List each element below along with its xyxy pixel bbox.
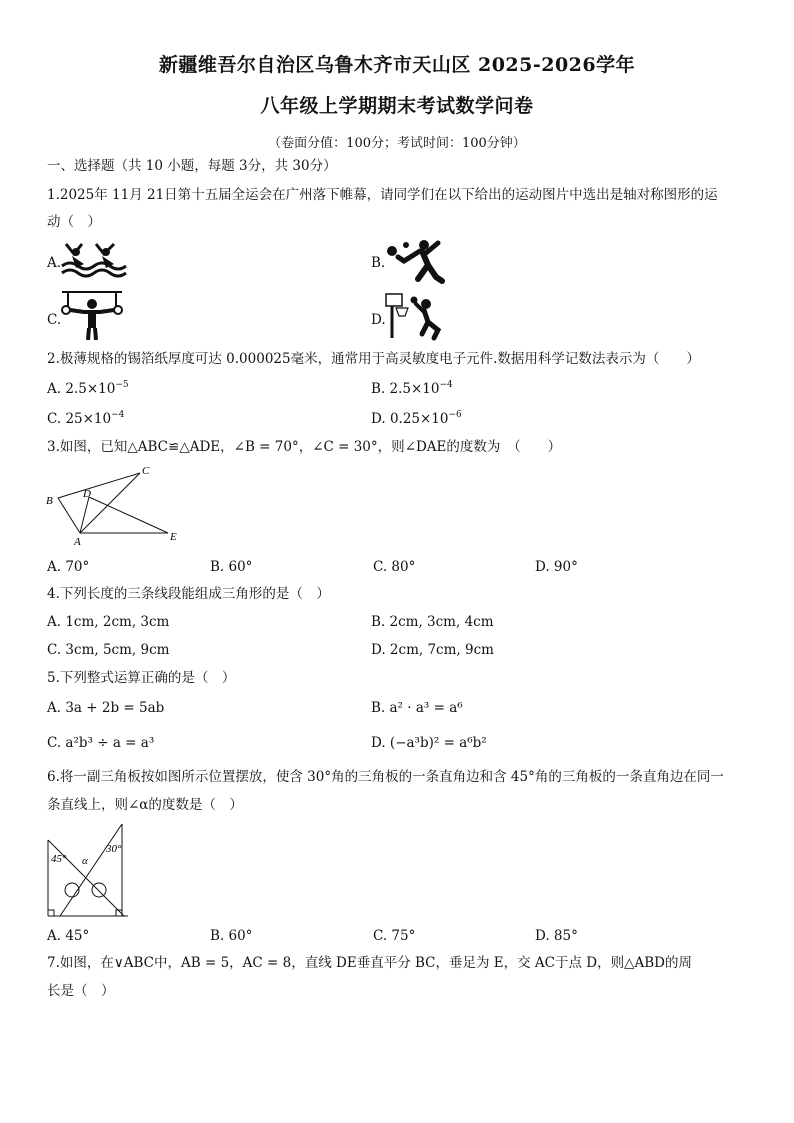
q1-option-d: D. [371, 312, 386, 328]
q3-label-e: E [170, 531, 177, 543]
exam-title-line1: 新疆维吾尔自治区乌鲁木齐市天山区 2025-2026学年 [158, 54, 636, 76]
q6-option-a: A. 45° [47, 928, 90, 944]
q6-option-d: D. 85° [535, 928, 578, 944]
exam-title-line2: 八年级上学期期末考试数学问卷 [260, 95, 534, 117]
q1-option-c: C. [47, 312, 62, 328]
q2-option-a: A. $2.5\times 10^{-5}$ [47, 380, 129, 397]
section-heading: 一、选择题（共 10 小题，每题 3分，共 30分） [47, 158, 337, 174]
q5-option-b: B. a² · a³ = a⁶ [371, 700, 463, 716]
q3-option-a: A. 70° [47, 559, 90, 575]
q3-stem: 3.如图，已知△ABC≌△ADE，∠B = 70°，∠C = 30°，则∠DAE的度数为 （ ） [47, 439, 562, 455]
q6-option-c: C. 75° [373, 928, 416, 944]
q1-stem-line1: 1.2025年 11月 21日第十五届全运会在广州落下帷幕，请同学们在以下给出的运动图片中选出是轴对称图形的运 [47, 187, 718, 203]
q2-option-c: C. $25\times 10^{-4}$ [47, 410, 125, 427]
q6-stem-line2: 条直线上，则∠α的度数是（ ） [47, 797, 243, 813]
exam-meta: （卷面分值：100分；考试时间：100分钟） [268, 136, 526, 151]
q6-label-45: 45° [51, 853, 67, 865]
q4-option-d: D. 2cm, 7cm, 9cm [371, 642, 494, 658]
synchronized-swimming-icon [62, 240, 128, 280]
q3-triangle-figure [44, 460, 184, 550]
q1-stem-line2: 动（ ） [47, 214, 101, 230]
q4-stem: 4.下列长度的三条线段能组成三角形的是（ ） [47, 586, 330, 602]
q6-label-alpha: α [82, 855, 88, 867]
q3-label-a: A [74, 536, 81, 548]
gymnastics-rings-icon [60, 290, 124, 342]
q2-option-d: D. $0.25\times 10^{-6}$ [371, 410, 462, 427]
q5-option-d: D. (−a³b)² = a⁶b² [371, 735, 487, 751]
q7-stem-line2: 长是（ ） [47, 983, 115, 999]
q4-option-c: C. 3cm, 5cm, 9cm [47, 642, 170, 658]
q6-option-b: B. 60° [210, 928, 253, 944]
q6-stem-line1: 6.将一副三角板按如图所示位置摆放，使含 30°角的三角板的一条直角边和含 45°角的三角板的一条直角边在同一 [47, 769, 724, 785]
q4-option-b: B. 2cm, 3cm, 4cm [371, 614, 494, 630]
q2-stem: 2.极薄规格的锡箔纸厚度可达 0.000025毫米，通常用于高灵敏度电子元件.数据用科学记数法表示为（ ） [47, 351, 700, 367]
q3-label-c: C [142, 465, 150, 477]
basketball-icon [384, 292, 442, 340]
q3-label-b: B [46, 495, 53, 507]
q6-triangle-rulers-figure [44, 822, 134, 922]
q5-option-a: A. 3a + 2b = 5ab [47, 700, 165, 716]
q6-label-30: 30° [106, 843, 122, 855]
q4-option-a: A. 1cm, 2cm, 3cm [47, 614, 170, 630]
q3-option-c: C. 80° [373, 559, 416, 575]
q5-option-c: C. a²b³ ÷ a = a³ [47, 735, 155, 751]
q2-option-b: B. $2.5\times 10^{-4}$ [371, 380, 453, 397]
q1-option-b: B. [371, 255, 386, 271]
table-tennis-icon [384, 237, 446, 285]
q3-option-d: D. 90° [535, 559, 578, 575]
q7-stem-line1: 7.如图，在∨ABC中，AB = 5，AC = 8，直线 DE垂直平分 BC，垂足为 E，交 AC于点 D，则△ABD的周 [47, 955, 692, 971]
q5-stem: 5.下列整式运算正确的是（ ） [47, 670, 236, 686]
q1-option-a: A. [47, 255, 62, 271]
q3-label-d: D [83, 488, 91, 500]
q3-option-b: B. 60° [210, 559, 253, 575]
